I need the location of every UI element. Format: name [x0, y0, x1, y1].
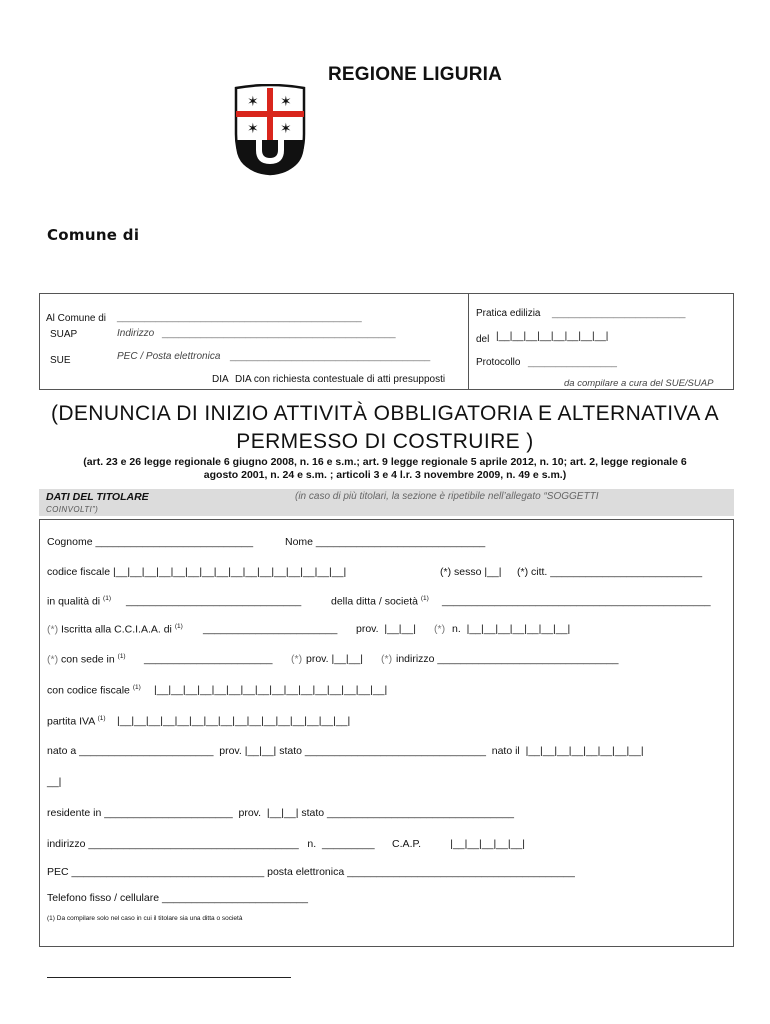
sede-label: (*) con sede in $^{(1)}$ [47, 653, 126, 666]
cciaa-number-field[interactable]: n. |__|__|__|__|__|__|__| [452, 623, 571, 635]
dia-option[interactable]: DIA [212, 374, 229, 385]
al-comune-field[interactable]: ____________________________________________ [117, 312, 362, 323]
cf-ditta-field[interactable]: |__|__|__|__|__|__|__|__|__|__|__|__|__|__|__|__| [154, 684, 388, 696]
cciaa-field[interactable]: _______________________ [203, 623, 338, 635]
sede-indirizzo-field[interactable]: indirizzo _______________________________ [396, 653, 619, 665]
page-title: REGIONE LIGURIA [328, 64, 503, 85]
sede-field[interactable]: ______________________ [144, 653, 273, 665]
compile-note: da compilare a cura del SUE/SUAP [564, 378, 714, 389]
svg-text:✶: ✶ [247, 94, 259, 110]
ditta-label: della ditta / società $^{(1)}$ [331, 595, 429, 608]
cognome-field[interactable]: Cognome ___________________________ [47, 536, 254, 548]
box-divider [468, 293, 469, 390]
indirizzo-field[interactable]: __________________________________________ [162, 328, 396, 339]
codice-fiscale-field[interactable]: codice fiscale |__|__|__|__|__|__|__|__|__|__|__|__|__|__|__|__| [47, 566, 347, 578]
cf-ditta-label: con codice fiscale $^{(1)}$ [47, 684, 141, 697]
protocollo-field[interactable]: ________________ [528, 357, 617, 368]
del-date-boxes[interactable]: |__|__|__|__|__|__|__|__| [496, 331, 609, 342]
nome-field[interactable]: Nome _____________________________ [285, 536, 486, 548]
pec-row[interactable]: PEC _________________________________ posta elettronica _______________________________________ [47, 866, 575, 878]
pec-field[interactable]: ____________________________________ [230, 351, 431, 362]
nascita-row[interactable]: nato a _______________________ prov. |__|__| stato _______________________________ nato il |__|__|__|__|__|__|__|__| [47, 745, 644, 757]
section-note-cont: COINVOLTI”) [46, 505, 99, 514]
pratica-label: Pratica edilizia [476, 308, 541, 319]
pratica-field[interactable]: ________________________ [552, 308, 686, 319]
cittadinanza-field[interactable]: (*) citt. __________________________ [517, 566, 703, 578]
svg-text:✶: ✶ [280, 121, 292, 137]
indirizzo-row[interactable]: indirizzo ____________________________________ n. _________ C.A.P. |__|__|__|__|__| [47, 838, 525, 850]
qualita-label: in qualità di $^{(1)}$ [47, 595, 111, 608]
sede-prov-field[interactable]: prov. |__|__| [306, 653, 364, 665]
comune-label: Comune di [47, 226, 140, 244]
section-note: (in caso di più titolari, la sezione è ripetibile nell’allegato “SOGGETTI [295, 491, 599, 502]
legal-references-line2: agosto 2001, n. 24 e s.m. ; articoli 3 e 4 l.r. 3 novembre 2009, n. 49 e s.m.) [203, 469, 567, 481]
regione-liguria-shield-logo [232, 84, 308, 176]
form-heading-line2: PERMESSO DI COSTRUIRE ) [236, 430, 534, 453]
piva-label: partita IVA $^{(1)}$ [47, 715, 106, 728]
svg-text:✶: ✶ [247, 121, 259, 137]
sede-prov-asterisk: (*) [291, 653, 303, 665]
piva-field[interactable]: |__|__|__|__|__|__|__|__|__|__|__|__|__|__|__|__| [117, 715, 351, 727]
del-label: del [476, 334, 490, 345]
section-title: DATI DEL TITOLARE [46, 491, 149, 503]
cciaa-label: (*) Iscritta alla C.C.I.A.A. di $^{(1)}$ [47, 623, 183, 636]
indirizzo-asterisk: (*) [381, 653, 393, 665]
cciaa-n-asterisk: (*) [434, 623, 446, 635]
qualita-field[interactable]: ______________________________ [126, 595, 302, 607]
suap-label: SUAP [50, 329, 78, 340]
al-comune-label: Al Comune di [46, 313, 107, 324]
sesso-field[interactable]: (*) sesso |__| [440, 566, 502, 578]
svg-text:✶: ✶ [280, 94, 292, 110]
telefono-field[interactable]: Telefono fisso / cellulare _________________________ [47, 892, 308, 904]
indirizzo-label: Indirizzo [117, 328, 155, 339]
ditta-field[interactable]: ______________________________________________ [442, 595, 711, 607]
titolare-form-box [39, 519, 734, 947]
pec-label: PEC / Posta elettronica [117, 351, 221, 362]
footnote: (1) Da compilare solo nel caso in cui il titolare sia una ditta o società [47, 915, 243, 922]
footer-separator [47, 977, 291, 978]
nascita-date-continuation[interactable]: __| [47, 776, 62, 788]
residenza-row[interactable]: residente in ______________________ prov. |__|__| stato ________________________________ [47, 807, 514, 819]
legal-references-line1: (art. 23 e 26 legge regionale 6 giugno 2008, n. 16 e s.m.; art. 9 legge regionale 5 aprile 2012, n. 10; art. 2, legge regionale 6 [83, 456, 687, 468]
cciaa-prov-field[interactable]: prov. |__|__| [356, 623, 416, 635]
protocollo-label: Protocollo [476, 357, 521, 368]
dia-contestuale-option[interactable]: DIA con richiesta contestuale di atti presupposti [235, 374, 446, 385]
form-heading-line1: (DENUNCIA DI INIZIO ATTIVITÀ OBBLIGATORIA E ALTERNATIVA A [50, 402, 720, 425]
sue-label: SUE [50, 355, 71, 366]
